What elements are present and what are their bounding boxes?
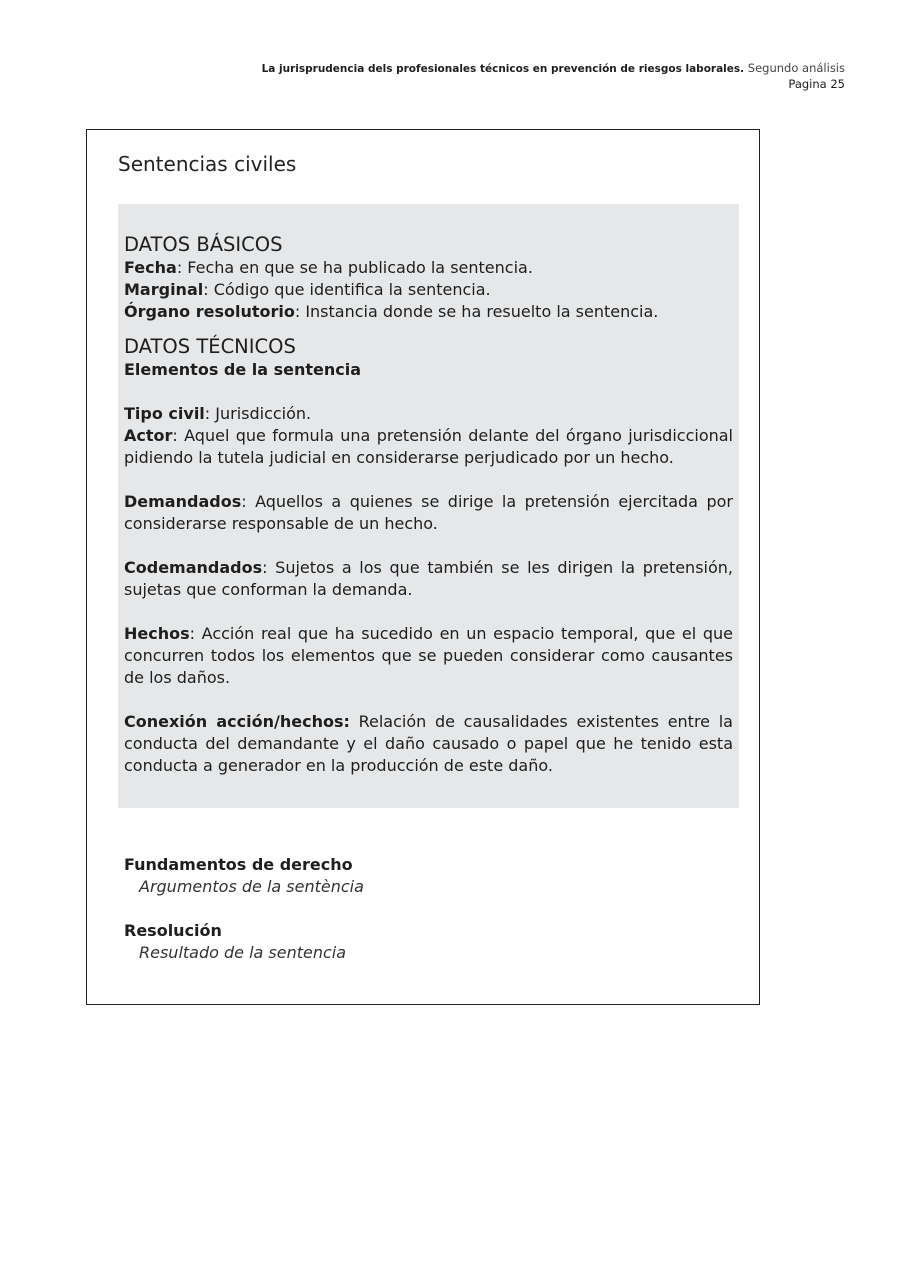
header-title-bold: La jurisprudencia dels profesionales técnicos en prevención de riesgos laborales.	[261, 63, 745, 75]
item-text: : Instancia donde se ha resuelto la sentencia.	[294, 302, 659, 321]
item-label: Órgano resolutorio	[124, 302, 295, 321]
elementos-subheading: Elementos de la sentencia	[124, 360, 362, 379]
definition-box	[86, 129, 760, 1005]
resolucion-label: Resolución	[124, 921, 222, 940]
page-number: Pagina 25	[788, 77, 845, 91]
fundamentos-desc: Argumentos de la sentència	[139, 877, 364, 896]
fundamentos-label: Fundamentos de derecho	[124, 855, 353, 874]
item-label: Hechos	[124, 624, 190, 643]
item-label: Demandados	[124, 492, 242, 511]
tecnicos-item-demandados	[124, 491, 733, 535]
item-text: : Acción real que ha sucedido en un espacio temporal, que el que concurren todos los elementos que se pueden considerar como causantes de los daños.	[124, 624, 733, 687]
datos-panel	[118, 204, 739, 808]
tecnicos-item-tipo-civil	[124, 403, 733, 425]
tecnicos-item-codemandados	[124, 557, 733, 601]
tecnicos-item-actor	[124, 425, 733, 469]
basicos-item-fecha	[124, 257, 733, 279]
basicos-item-organo	[124, 301, 733, 323]
item-text: : Código que identifica la sentencia.	[203, 280, 491, 299]
item-text: : Fecha en que se ha publicado la sentencia.	[176, 258, 533, 277]
running-header	[145, 61, 845, 92]
item-label: Tipo civil	[124, 404, 205, 423]
item-label: Codemandados	[124, 558, 263, 577]
item-text: : Aquellos a quienes se dirige la pretensión ejercitada por considerarse responsable de un hecho.	[124, 492, 733, 533]
resolucion-desc: Resultado de la sentencia	[139, 943, 347, 962]
item-text: : Aquel que formula una pretensión delante del órgano jurisdiccional pidiendo la tutela judicial en considerarse perjudicado por un hecho.	[124, 426, 733, 467]
item-label: Fecha	[124, 258, 177, 277]
basicos-item-marginal	[124, 279, 733, 301]
item-text: : Sujetos a los que también se les dirigen la pretensión, sujetas que conforman la demanda.	[124, 558, 733, 599]
datos-basicos-heading: DATOS BÁSICOS	[124, 233, 283, 256]
item-label: Actor	[124, 426, 173, 445]
header-title	[145, 61, 845, 77]
datos-tecnicos-heading: DATOS TÉCNICOS	[124, 335, 296, 358]
item-label: Conexión acción/hechos:	[124, 712, 350, 731]
tecnicos-item-hechos	[124, 623, 733, 689]
item-label: Marginal	[124, 280, 204, 299]
item-text: : Jurisdicción.	[204, 404, 312, 423]
item-text: Relación de causalidades existentes entre la conducta del demandante y el daño causado o papel que he tenido esta conducta a generador en la producción de este daño.	[124, 712, 733, 775]
sentence-sections	[124, 854, 724, 964]
tecnicos-item-conexion	[124, 711, 733, 777]
box-title: Sentencias civiles	[118, 152, 297, 176]
header-title-light: Segundo análisis	[747, 61, 845, 75]
